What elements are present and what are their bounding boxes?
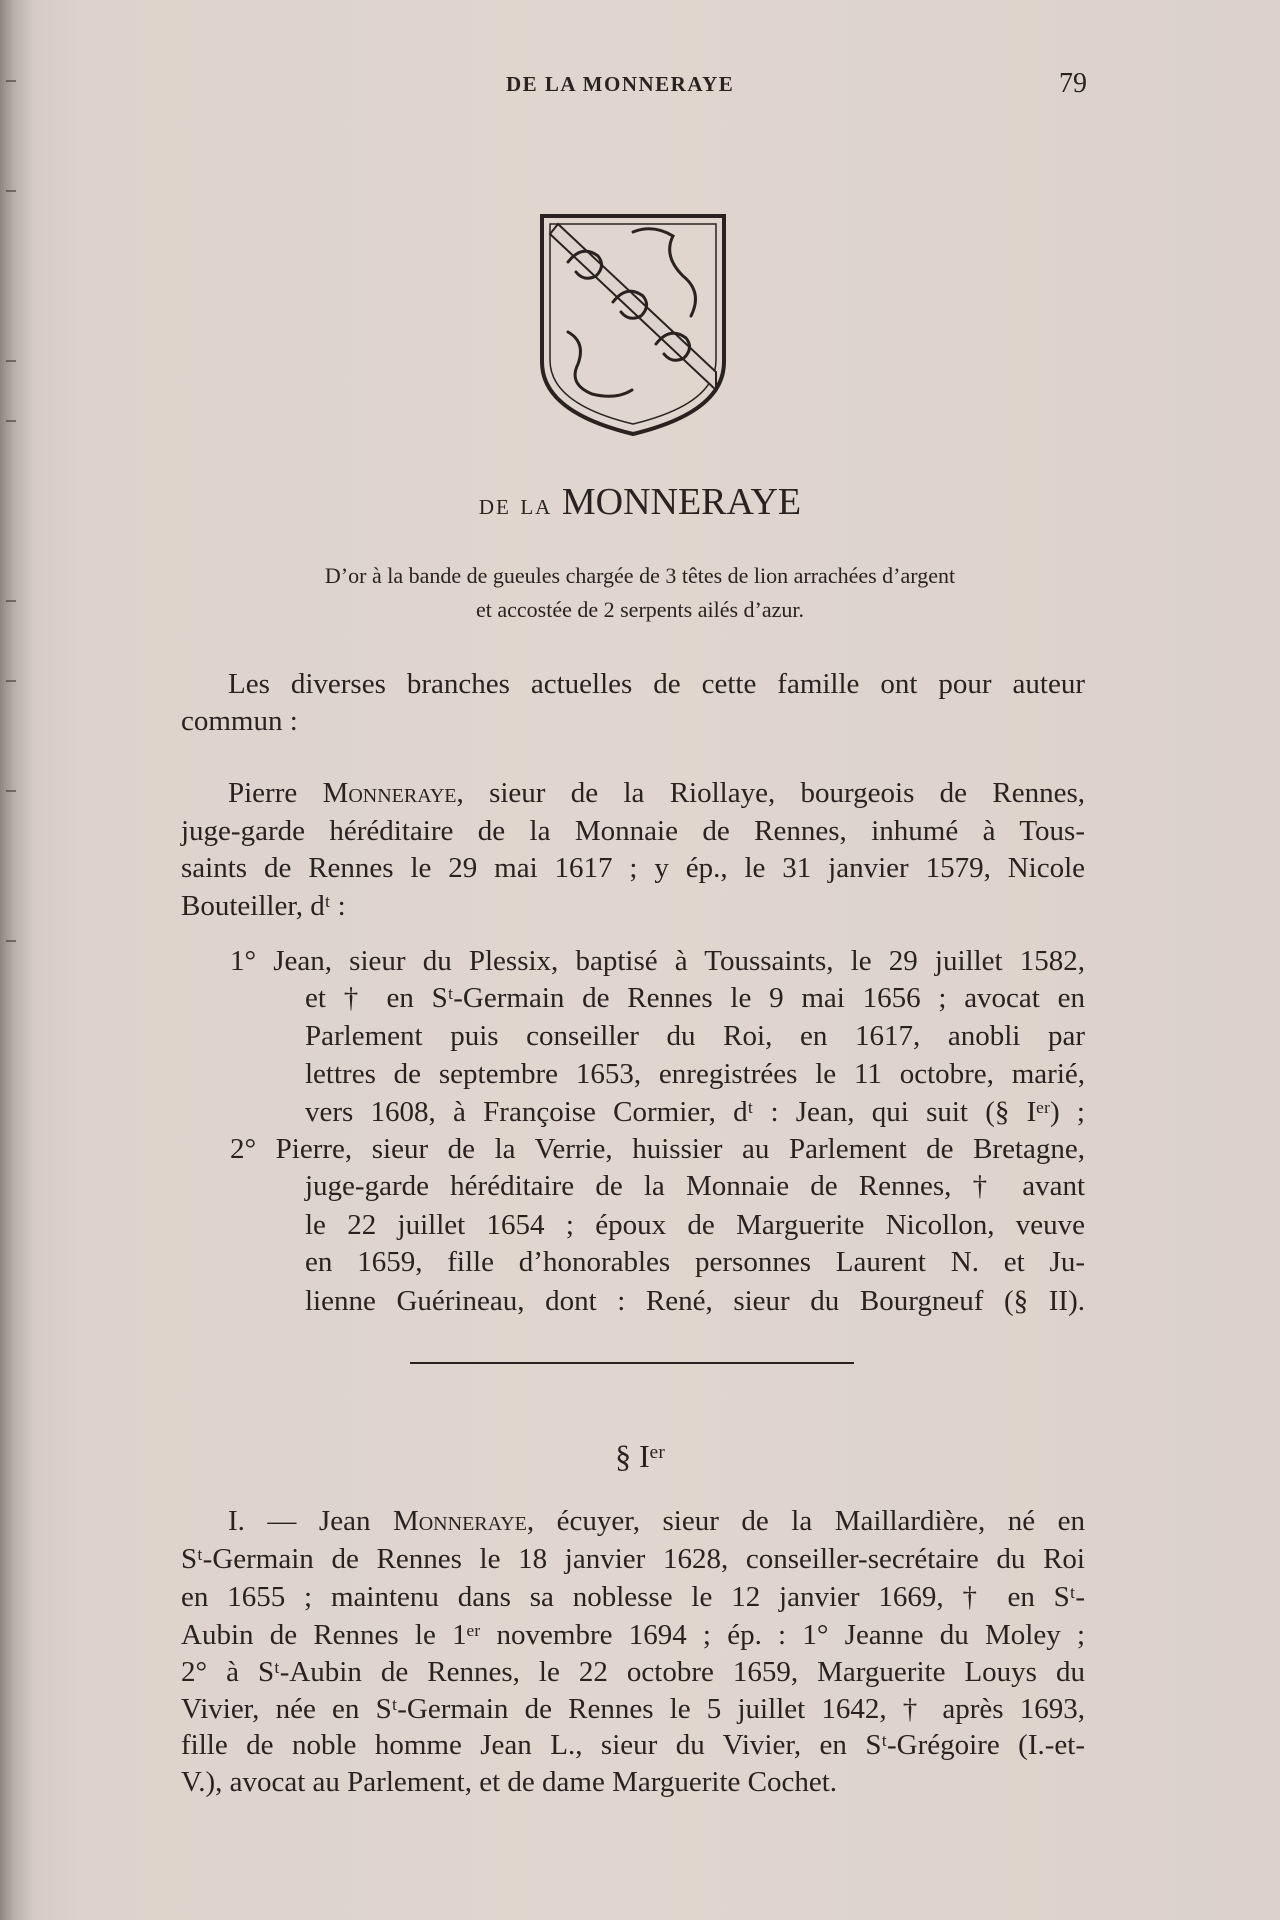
text-line: le 22 juillet 1654 ; époux de Marguerite Nicollon, veuve [305,1209,1085,1241]
text-line [228,1505,1085,1538]
text-line: Sᵗ-Germain de Rennes le 18 janvier 1628, conseiller-secrétaire du Roi [181,1543,1085,1575]
text-line: 1° Jean, sieur du Plessix, baptisé à Toussaints, le 29 juillet 1582, [230,945,1085,977]
section-heading: § Iᵉʳ [615,1438,665,1474]
text-line: juge-garde héréditaire de la Monnaie de Rennes, † avant [305,1170,1085,1202]
text-line: en 1659, fille d’honorables personnes Laurent N. et Ju- [305,1246,1085,1278]
text-line: fille de noble homme Jean L., sieur du Vivier, en Sᵗ-Grégoire (I.-et- [181,1729,1085,1761]
text-line: vers 1608, à Françoise Cormier, dᵗ : Jean, qui suit (§ Iᵉʳ) ; [305,1096,1085,1128]
text-line: 2° à Sᵗ-Aubin de Rennes, le 22 octobre 1659, Marguerite Louys du [181,1656,1085,1688]
coat-of-arms-image [538,212,728,438]
blazon-line: et accostée de 2 serpents ailés d’azur. [475,597,804,622]
text-fragment: Pierre [228,777,323,809]
text-line: commun : [181,705,298,737]
text-line: V.), avocat au Parlement, et de dame Marguerite Cochet. [181,1766,838,1798]
running-title: DE LA MONNERAYE [506,72,735,96]
text-line: Les diverses branches actuelles de cette famille ont pour auteur [228,668,1085,700]
text-fragment: I. — Jean [228,1505,393,1537]
text-line: Aubin de Rennes le 1ᵉʳ novembre 1694 ; ép. : 1° Jeanne du Moley ; [181,1619,1085,1651]
text-line: Parlement puis conseiller du Roi, en 1617, anobli par [305,1020,1085,1052]
text-line: et † en Sᵗ-Germain de Rennes le 9 mai 1656 ; avocat en [305,982,1085,1014]
page-title [0,480,1280,524]
text-line: 2° Pierre, sieur de la Verrie, huissier au Parlement de Bretagne, [230,1133,1085,1165]
text-line: Bouteiller, dᵗ : [181,890,346,922]
surname-small-caps: Monneraye [322,777,457,809]
text-line: en 1655 ; maintenu dans sa noblesse le 12 janvier 1669, † en Sᵗ- [181,1581,1085,1613]
text-line: juge-garde héréditaire de la Monnaie de Rennes, inhumé à Tous- [181,815,1085,847]
text-line [228,777,1085,810]
surname-small-caps: Monneraye [392,1505,527,1537]
text-line: saints de Rennes le 29 mai 1617 ; y ép., le 31 janvier 1579, Nicole [181,852,1085,884]
blazon-line: D’or à la bande de gueules chargée de 3 têtes de lion arrachées d’argent [324,563,956,588]
text-line: lettres de septembre 1653, enregistrées le 11 octobre, marié, [305,1058,1085,1090]
title-prefix: de la [478,488,553,521]
section-divider [410,1362,854,1364]
text-line: Vivier, née en Sᵗ-Germain de Rennes le 5 juillet 1642, † après 1693, [181,1693,1085,1725]
text-fragment: , sieur de la Riollaye, bourgeois de Rennes, [456,777,1085,809]
text-fragment: , écuyer, sieur de la Maillardière, né en [526,1505,1086,1537]
text-line: lienne Guérineau, dont : René, sieur du Bourgneuf (§ II). [305,1285,1085,1317]
title-name: MONNERAYE [561,481,802,523]
page-number: 79 [1059,68,1087,99]
